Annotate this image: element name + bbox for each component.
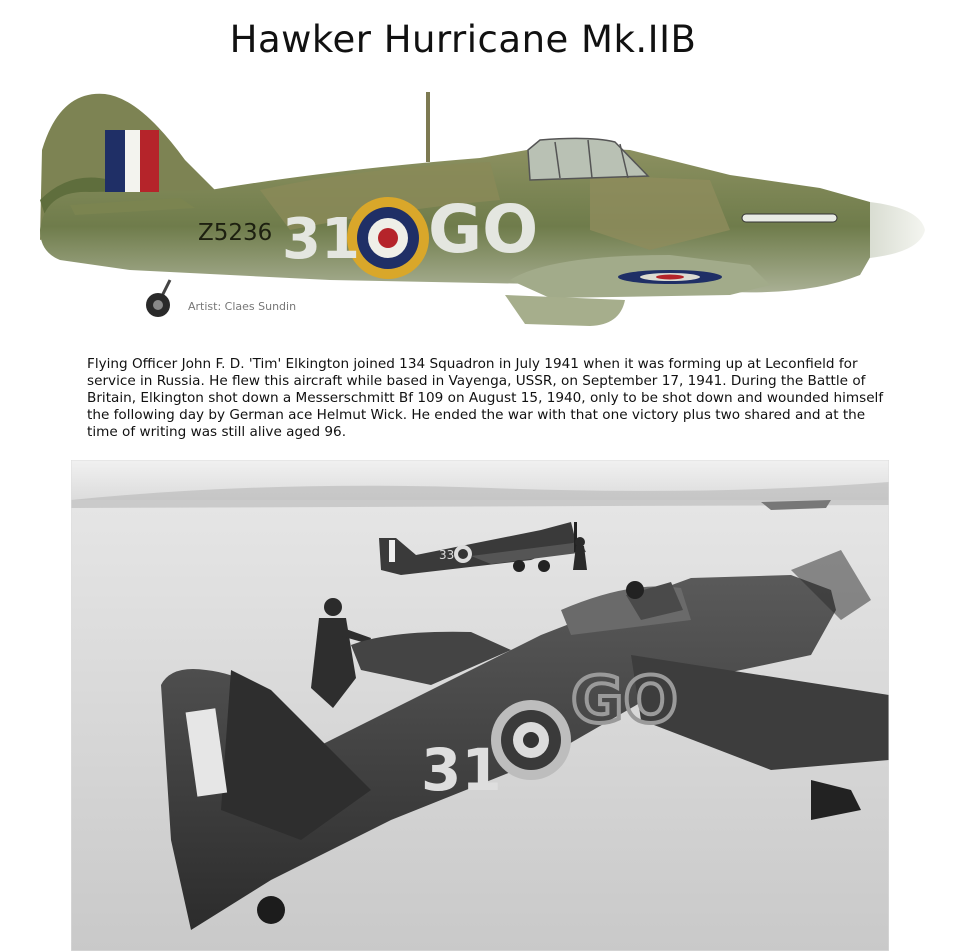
- pilot-figure: [626, 581, 644, 599]
- antenna-mast: [426, 92, 430, 162]
- exhaust-stacks: [742, 214, 837, 222]
- squadron-code-marking: GO: [571, 664, 678, 738]
- svg-text:33: 33: [439, 548, 455, 562]
- tail-wheel: [257, 896, 285, 924]
- aircraft-number-marking: 31: [421, 736, 502, 804]
- fin-flash: [105, 130, 125, 192]
- aircraft-profile-illustration: [30, 80, 930, 330]
- squadron-code-marking: GO: [428, 191, 539, 268]
- caption-text: Flying Officer John F. D. 'Tim' Elkington joined 134 Squadron in July 1941 when it was forming up at Leconfield for service in Russia. He flew this aircraft while based in Vayenga, USSR, on September 17, 1941. During the Battle of Britain, Elkington shot down a Messerschmitt Bf 109 on August 15, 1940, only to be shot down and wounded himself the following day by German ace Helmut Wick. He ended the war with that one victory plus two shared and at the time of writing was still alive aged 96.: [87, 356, 884, 440]
- radiator: [505, 295, 625, 326]
- serial-marking: Z5236: [198, 220, 273, 246]
- aircraft-number-marking: 31: [282, 207, 360, 272]
- propeller-spinner: [870, 202, 925, 258]
- wartime-photograph: [71, 460, 889, 951]
- page-title: Hawker Hurricane Mk.IIB: [229, 18, 697, 61]
- artist-credit: Artist: Claes Sundin: [188, 300, 297, 313]
